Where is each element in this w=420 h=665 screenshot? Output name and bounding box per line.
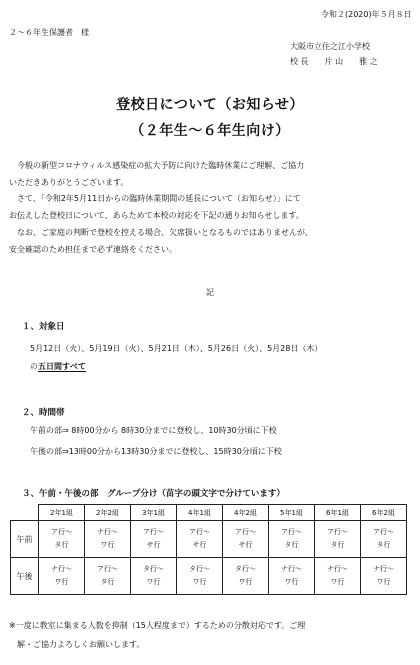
table-cell: ナ行～ ワ行: [269, 558, 315, 595]
paragraph-3-line-2: 安全確認のため担任まで必ず連絡をください。: [9, 245, 177, 254]
column-header: 4年1組: [177, 505, 223, 521]
column-header: 6年1組: [315, 505, 361, 521]
table-cell: タ行～ ワ行: [177, 558, 223, 595]
table-header-row: [11, 505, 407, 521]
target-dates: 5月12日（火）、5月19日（火）、5月21日（木）、5月26日（火）、5月28日（木）: [30, 344, 323, 353]
table-cell: ア行～ タ行: [315, 521, 361, 558]
paragraph-2-line-2: お伝えした登校日について、あらためて本校の対応を下記の通りお知らせします。: [9, 211, 304, 220]
morning-session: 午前の部⇒ 8時00分から 8時30分までに登校し、10時30分頃に下校: [30, 426, 277, 435]
column-header: 2年2組: [85, 505, 131, 521]
table-corner: [11, 505, 39, 521]
column-header: 6年2組: [361, 505, 407, 521]
column-header: 4年2組: [223, 505, 269, 521]
ki-marker: 記: [206, 288, 214, 297]
table-cell: ア行～ サ行: [223, 521, 269, 558]
section-2-heading: ２、時間帯: [22, 408, 65, 418]
table-cell: ナ行～ ワ行: [85, 521, 131, 558]
page-subtitle: （２年生～６年生向け）: [130, 123, 290, 139]
table-cell: タ行～ ワ行: [131, 558, 177, 595]
paragraph-2-line-1: さて、「令和2年5月11日からの臨時休業期間の延長について（お知らせ）」にて: [9, 194, 301, 203]
table-cell: ナ行～ ワ行: [315, 558, 361, 595]
principal-name: 校 長 片 山 雅 之: [290, 57, 378, 66]
school-name: 大阪市立住之江小学校: [290, 42, 370, 51]
paragraph-1-line-1: 今般の新型コロナウィルス感染症の拡大予防に向けた臨時休業にご理解、ご協力: [9, 161, 305, 170]
section-1-heading: １、対象日: [22, 322, 65, 332]
table-cell: ア行～ タ行: [269, 521, 315, 558]
table-cell: ナ行～ ワ行: [39, 558, 85, 595]
column-header: 2年1組: [39, 505, 85, 521]
section-3-heading: ３、午前・午後の部 グループ分け（苗字の頭文字で分けています）: [22, 489, 285, 499]
group-table: [10, 504, 407, 595]
table-row: [11, 521, 407, 558]
afternoon-session: 午後の部⇒13時00分から13時30分までに登校し、15時30分頃に下校: [30, 447, 282, 456]
recipient: ２～６年生保護者 様: [9, 28, 89, 37]
target-dates-prefix: の: [30, 362, 38, 371]
footer-note-line-2: 解・ご協力よろしくお願いします。: [9, 640, 145, 649]
paragraph-1-line-2: いただきありがとうございます。: [9, 178, 129, 187]
page-title: 登校日について（お知らせ）: [116, 97, 304, 113]
row-label-afternoon: 午後: [11, 558, 39, 595]
table-cell: ア行～ タ行: [39, 521, 85, 558]
table-cell: ア行～ タ行: [85, 558, 131, 595]
table-cell: タ行～ ワ行: [223, 558, 269, 595]
footer-note-line-1: ※一度に教室に集まる人数を抑制（15人程度まで）するための分散対応です。ご理: [9, 621, 306, 630]
target-dates-suffix: [30, 359, 86, 374]
paragraph-3-line-1: なお、ご家庭の判断で登校を控える場合、欠席扱いとなるものではありませんが、: [9, 228, 313, 237]
table-cell: ア行～ タ行: [361, 521, 407, 558]
column-header: 3年1組: [131, 505, 177, 521]
date: 令和２(2020)年５月８日: [321, 10, 412, 19]
table-row: [11, 558, 407, 595]
row-label-morning: 午前: [11, 521, 39, 558]
five-days-emphasis: 五日間すべて: [38, 362, 86, 371]
table-cell: ナ行～ ワ行: [361, 558, 407, 595]
table-cell: ア行～ サ行: [131, 521, 177, 558]
column-header: 5年1組: [269, 505, 315, 521]
table-cell: ア行～ サ行: [177, 521, 223, 558]
